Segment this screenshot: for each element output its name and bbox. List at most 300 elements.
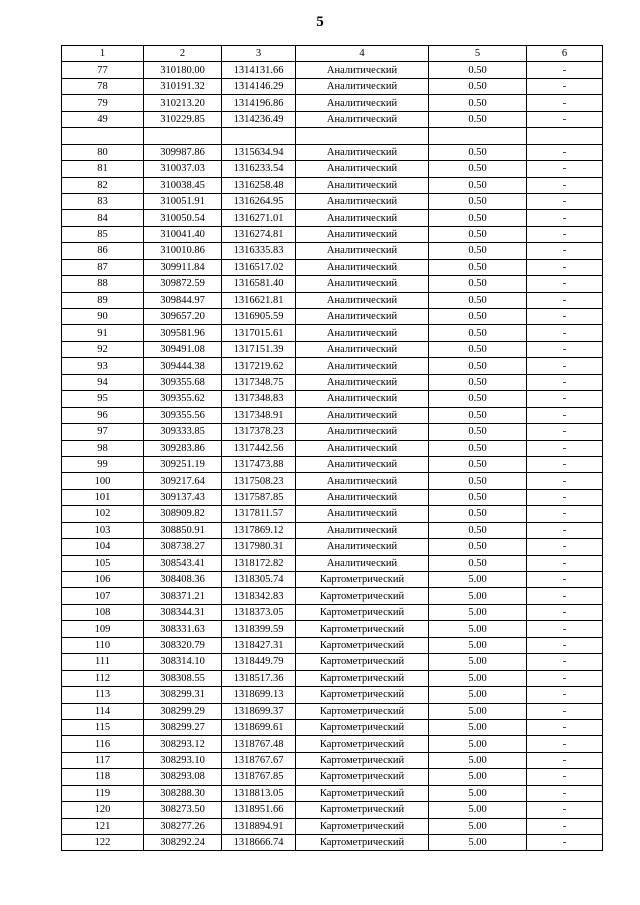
table-cell: Картометрический xyxy=(296,604,429,620)
table-cell: 103 xyxy=(62,522,144,538)
table-cell: 308293.10 xyxy=(144,752,222,768)
table-cell: 0.50 xyxy=(429,358,527,374)
table-cell: 1314131.66 xyxy=(222,62,296,78)
table-cell: 108 xyxy=(62,604,144,620)
table-cell: 308344.31 xyxy=(144,604,222,620)
table-cell: - xyxy=(527,802,603,818)
table-cell: Картометрический xyxy=(296,752,429,768)
header-cell: 5 xyxy=(429,46,527,62)
table-cell: 1316517.02 xyxy=(222,259,296,275)
header-cell: 2 xyxy=(144,46,222,62)
table-cell: 77 xyxy=(62,62,144,78)
table-cell: 94 xyxy=(62,374,144,390)
table-row xyxy=(62,391,603,407)
table-cell: 0.50 xyxy=(429,539,527,555)
table-cell: 0.50 xyxy=(429,95,527,111)
table-row xyxy=(62,374,603,390)
header-cell: 6 xyxy=(527,46,603,62)
table-cell: 310041.40 xyxy=(144,226,222,242)
table-cell: - xyxy=(527,161,603,177)
table-cell: - xyxy=(527,539,603,555)
table-cell: Аналитический xyxy=(296,391,429,407)
table-cell: 309444.38 xyxy=(144,358,222,374)
table-cell: Картометрический xyxy=(296,818,429,834)
table-cell: 1317348.83 xyxy=(222,391,296,407)
table-row xyxy=(62,161,603,177)
table-cell: Аналитический xyxy=(296,489,429,505)
table-cell: 5.00 xyxy=(429,670,527,686)
table-cell: - xyxy=(527,276,603,292)
header-cell: 4 xyxy=(296,46,429,62)
table-cell: Картометрический xyxy=(296,719,429,735)
table-row xyxy=(62,752,603,768)
table-cell: - xyxy=(527,588,603,604)
table-cell: 84 xyxy=(62,210,144,226)
table-cell: Аналитический xyxy=(296,374,429,390)
table-cell: - xyxy=(527,440,603,456)
table-cell: 1317151.39 xyxy=(222,341,296,357)
table-cell: 120 xyxy=(62,802,144,818)
table-cell: 308292.24 xyxy=(144,835,222,851)
table-cell: 1318699.37 xyxy=(222,703,296,719)
table-cell: 78 xyxy=(62,78,144,94)
table-cell: 1318399.59 xyxy=(222,621,296,637)
table-cell: 83 xyxy=(62,193,144,209)
table-cell: 0.50 xyxy=(429,309,527,325)
table-cell: 0.50 xyxy=(429,407,527,423)
table-row xyxy=(62,687,603,703)
table-cell: - xyxy=(527,637,603,653)
table-cell: 5.00 xyxy=(429,703,527,719)
table-row xyxy=(62,341,603,357)
table-row xyxy=(62,835,603,851)
table-cell: 1317587.85 xyxy=(222,489,296,505)
table-cell: 90 xyxy=(62,309,144,325)
table-cell: 309491.08 xyxy=(144,341,222,357)
table-cell: 308408.36 xyxy=(144,572,222,588)
table-cell: 308331.63 xyxy=(144,621,222,637)
table-cell: 121 xyxy=(62,818,144,834)
table-cell: 101 xyxy=(62,489,144,505)
table-cell: 309333.85 xyxy=(144,424,222,440)
table-cell: 0.50 xyxy=(429,456,527,472)
table-cell xyxy=(429,128,527,144)
table-cell: 308299.27 xyxy=(144,719,222,735)
table-cell: 308850.91 xyxy=(144,522,222,538)
table-cell: 1318305.74 xyxy=(222,572,296,588)
table-cell: 1316264.95 xyxy=(222,193,296,209)
table-row xyxy=(62,473,603,489)
table-cell: Аналитический xyxy=(296,111,429,127)
table-cell: 80 xyxy=(62,144,144,160)
table-cell: 0.50 xyxy=(429,259,527,275)
table-cell: 1316581.40 xyxy=(222,276,296,292)
table-row xyxy=(62,276,603,292)
table-cell: Аналитический xyxy=(296,325,429,341)
table-cell: 1318767.85 xyxy=(222,769,296,785)
table-row xyxy=(62,243,603,259)
table-cell: - xyxy=(527,374,603,390)
table-cell: 0.50 xyxy=(429,177,527,193)
table-cell: - xyxy=(527,555,603,571)
table-spacer-row xyxy=(62,128,603,144)
table-cell: 309581.96 xyxy=(144,325,222,341)
table-cell: 310229.85 xyxy=(144,111,222,127)
table-cell: 1317508.23 xyxy=(222,473,296,489)
table-cell: 308909.82 xyxy=(144,506,222,522)
table-cell: 5.00 xyxy=(429,802,527,818)
table-cell xyxy=(527,128,603,144)
table-cell: Аналитический xyxy=(296,177,429,193)
table-cell: 0.50 xyxy=(429,424,527,440)
table-cell: Картометрический xyxy=(296,654,429,670)
table-cell: 104 xyxy=(62,539,144,555)
table-cell: 1318427.31 xyxy=(222,637,296,653)
table-row xyxy=(62,637,603,653)
table-cell: Аналитический xyxy=(296,78,429,94)
table-cell: - xyxy=(527,604,603,620)
table-cell: 308299.31 xyxy=(144,687,222,703)
table-row xyxy=(62,78,603,94)
table-cell: Картометрический xyxy=(296,687,429,703)
table-cell: 310038.45 xyxy=(144,177,222,193)
table-cell: 309911.84 xyxy=(144,259,222,275)
table-cell: 1316258.48 xyxy=(222,177,296,193)
table-cell: - xyxy=(527,407,603,423)
table-cell: - xyxy=(527,111,603,127)
table-cell: 5.00 xyxy=(429,572,527,588)
table-cell: 310050.54 xyxy=(144,210,222,226)
table-cell: 0.50 xyxy=(429,193,527,209)
table-cell: 1318813.05 xyxy=(222,785,296,801)
table-cell: 0.50 xyxy=(429,374,527,390)
table-row xyxy=(62,226,603,242)
table-cell: 308543.41 xyxy=(144,555,222,571)
table-cell: 309137.43 xyxy=(144,489,222,505)
table-cell: 309355.68 xyxy=(144,374,222,390)
table-row xyxy=(62,424,603,440)
table-cell: 310191.32 xyxy=(144,78,222,94)
table-cell: 99 xyxy=(62,456,144,472)
table-cell: 105 xyxy=(62,555,144,571)
table-cell: 1316905.59 xyxy=(222,309,296,325)
table-cell: 82 xyxy=(62,177,144,193)
table-cell: Аналитический xyxy=(296,358,429,374)
table-cell: 1317348.91 xyxy=(222,407,296,423)
table-row xyxy=(62,506,603,522)
table-cell: Аналитический xyxy=(296,424,429,440)
table-cell: 310037.03 xyxy=(144,161,222,177)
table-cell: 109 xyxy=(62,621,144,637)
table-cell: 5.00 xyxy=(429,637,527,653)
table-cell: - xyxy=(527,391,603,407)
table-row xyxy=(62,259,603,275)
table-cell: - xyxy=(527,259,603,275)
table-cell: - xyxy=(527,719,603,735)
table-cell: 1318517.36 xyxy=(222,670,296,686)
table-row xyxy=(62,818,603,834)
table-cell: 1318373.05 xyxy=(222,604,296,620)
table-row xyxy=(62,292,603,308)
table-cell xyxy=(296,128,429,144)
table-cell: 81 xyxy=(62,161,144,177)
table-cell: 1318172.82 xyxy=(222,555,296,571)
table-row xyxy=(62,210,603,226)
table-cell: Картометрический xyxy=(296,802,429,818)
table-cell: 1314236.49 xyxy=(222,111,296,127)
table-cell: 308299.29 xyxy=(144,703,222,719)
table-row xyxy=(62,407,603,423)
table-cell: 308288.30 xyxy=(144,785,222,801)
table-row xyxy=(62,440,603,456)
table-cell: 1318894.91 xyxy=(222,818,296,834)
table-cell: 116 xyxy=(62,736,144,752)
table-row xyxy=(62,456,603,472)
table-cell: 1318699.61 xyxy=(222,719,296,735)
table-cell: Аналитический xyxy=(296,456,429,472)
table-cell: 122 xyxy=(62,835,144,851)
table-cell: 118 xyxy=(62,769,144,785)
table-cell: Аналитический xyxy=(296,193,429,209)
table-row xyxy=(62,62,603,78)
table-cell: 1317811.57 xyxy=(222,506,296,522)
table-cell: Аналитический xyxy=(296,292,429,308)
table-cell: - xyxy=(527,769,603,785)
table-header-row xyxy=(62,46,603,62)
table-row xyxy=(62,719,603,735)
table-cell: - xyxy=(527,654,603,670)
table-cell: 0.50 xyxy=(429,341,527,357)
table-cell: 5.00 xyxy=(429,752,527,768)
table-cell: 0.50 xyxy=(429,522,527,538)
table-cell: 1314146.29 xyxy=(222,78,296,94)
table-cell: 86 xyxy=(62,243,144,259)
table-cell: 1317015.61 xyxy=(222,325,296,341)
table-cell: 110 xyxy=(62,637,144,653)
table-row xyxy=(62,802,603,818)
table-cell: 1316274.81 xyxy=(222,226,296,242)
table-cell: 0.50 xyxy=(429,506,527,522)
table-cell: 95 xyxy=(62,391,144,407)
table-cell: 308277.26 xyxy=(144,818,222,834)
table-cell: - xyxy=(527,670,603,686)
table-cell: 1318767.48 xyxy=(222,736,296,752)
table-cell: 85 xyxy=(62,226,144,242)
table-row xyxy=(62,703,603,719)
table-cell: Аналитический xyxy=(296,473,429,489)
table-cell: 100 xyxy=(62,473,144,489)
table-cell: 0.50 xyxy=(429,391,527,407)
table-cell: 0.50 xyxy=(429,62,527,78)
table-row xyxy=(62,785,603,801)
table-cell: 102 xyxy=(62,506,144,522)
table-cell: - xyxy=(527,703,603,719)
table-cell: Картометрический xyxy=(296,703,429,719)
table-cell: 309283.86 xyxy=(144,440,222,456)
table-cell xyxy=(222,128,296,144)
table-row xyxy=(62,489,603,505)
table-cell: Аналитический xyxy=(296,341,429,357)
table-cell: Картометрический xyxy=(296,736,429,752)
table-cell: 308273.50 xyxy=(144,802,222,818)
table-cell: 1317442.56 xyxy=(222,440,296,456)
table-cell: 0.50 xyxy=(429,78,527,94)
table-cell: Картометрический xyxy=(296,588,429,604)
table-cell: 309872.59 xyxy=(144,276,222,292)
table-cell: 96 xyxy=(62,407,144,423)
header-cell: 1 xyxy=(62,46,144,62)
table-cell: Аналитический xyxy=(296,276,429,292)
table-cell: 0.50 xyxy=(429,111,527,127)
table-cell: - xyxy=(527,752,603,768)
table-cell: 1318666.74 xyxy=(222,835,296,851)
table-row xyxy=(62,588,603,604)
table-cell: - xyxy=(527,243,603,259)
table-cell: - xyxy=(527,835,603,851)
table-cell: 1316621.81 xyxy=(222,292,296,308)
table-cell: 1317473.88 xyxy=(222,456,296,472)
table-cell: 0.50 xyxy=(429,144,527,160)
table-cell: 0.50 xyxy=(429,489,527,505)
table-cell: 0.50 xyxy=(429,325,527,341)
table-cell: - xyxy=(527,572,603,588)
table-cell: 117 xyxy=(62,752,144,768)
table-cell: 88 xyxy=(62,276,144,292)
table-cell: 1316335.83 xyxy=(222,243,296,259)
table-cell: 0.50 xyxy=(429,243,527,259)
table-cell: - xyxy=(527,341,603,357)
table-cell: 309217.64 xyxy=(144,473,222,489)
table-cell: 0.50 xyxy=(429,161,527,177)
table-cell: 308314.10 xyxy=(144,654,222,670)
table-row xyxy=(62,572,603,588)
table-cell: - xyxy=(527,62,603,78)
table-row xyxy=(62,358,603,374)
table-cell: 1314196.86 xyxy=(222,95,296,111)
table-cell xyxy=(62,128,144,144)
table-cell: 5.00 xyxy=(429,621,527,637)
table-cell: 1318342.83 xyxy=(222,588,296,604)
table-cell: 113 xyxy=(62,687,144,703)
table-cell: - xyxy=(527,309,603,325)
table-cell: 5.00 xyxy=(429,719,527,735)
table-row xyxy=(62,95,603,111)
table-cell: 0.50 xyxy=(429,210,527,226)
table-cell: Картометрический xyxy=(296,769,429,785)
table-cell: 1316233.54 xyxy=(222,161,296,177)
table-cell: 1317378.23 xyxy=(222,424,296,440)
table-row xyxy=(62,111,603,127)
table-cell: - xyxy=(527,818,603,834)
table-cell: Аналитический xyxy=(296,144,429,160)
table-cell: 49 xyxy=(62,111,144,127)
table-cell: 112 xyxy=(62,670,144,686)
table-cell: - xyxy=(527,456,603,472)
table-cell: 310213.20 xyxy=(144,95,222,111)
table-cell: Аналитический xyxy=(296,243,429,259)
table-cell: Аналитический xyxy=(296,95,429,111)
table-row xyxy=(62,604,603,620)
header-cell: 3 xyxy=(222,46,296,62)
table-cell: 0.50 xyxy=(429,226,527,242)
table-row xyxy=(62,769,603,785)
table-cell: 1318767.67 xyxy=(222,752,296,768)
table-row xyxy=(62,736,603,752)
table-cell: 308738.27 xyxy=(144,539,222,555)
table-cell: Картометрический xyxy=(296,785,429,801)
table-cell: 93 xyxy=(62,358,144,374)
table-cell: 98 xyxy=(62,440,144,456)
table-cell: 308308.55 xyxy=(144,670,222,686)
coordinates-table xyxy=(61,45,603,851)
table-cell: 119 xyxy=(62,785,144,801)
table-cell: - xyxy=(527,193,603,209)
table-cell: 1318449.79 xyxy=(222,654,296,670)
table-cell: Аналитический xyxy=(296,539,429,555)
table-cell: 308293.12 xyxy=(144,736,222,752)
table-cell: - xyxy=(527,325,603,341)
table-cell: Картометрический xyxy=(296,572,429,588)
table-row xyxy=(62,539,603,555)
table-cell: Картометрический xyxy=(296,835,429,851)
table-cell: - xyxy=(527,424,603,440)
table-cell: 0.50 xyxy=(429,292,527,308)
table-row xyxy=(62,522,603,538)
table-cell: - xyxy=(527,226,603,242)
table-cell: Аналитический xyxy=(296,407,429,423)
page-number: 5 xyxy=(316,14,324,30)
table-cell: 87 xyxy=(62,259,144,275)
table-cell: 1317348.75 xyxy=(222,374,296,390)
table-cell: Аналитический xyxy=(296,555,429,571)
table-cell: - xyxy=(527,78,603,94)
table-cell: - xyxy=(527,95,603,111)
table-cell: - xyxy=(527,473,603,489)
table-cell: 92 xyxy=(62,341,144,357)
table-cell: 309844.97 xyxy=(144,292,222,308)
table-row xyxy=(62,177,603,193)
table-row xyxy=(62,654,603,670)
table-cell: - xyxy=(527,522,603,538)
table-cell: 5.00 xyxy=(429,604,527,620)
table-cell: Аналитический xyxy=(296,440,429,456)
table-cell: 5.00 xyxy=(429,588,527,604)
table-cell: Картометрический xyxy=(296,670,429,686)
table-cell: 114 xyxy=(62,703,144,719)
table-cell: Аналитический xyxy=(296,210,429,226)
table-cell: 0.50 xyxy=(429,440,527,456)
table-row xyxy=(62,670,603,686)
table-cell: - xyxy=(527,358,603,374)
table-cell: 0.50 xyxy=(429,555,527,571)
table-cell: - xyxy=(527,736,603,752)
table-cell: - xyxy=(527,785,603,801)
table-row xyxy=(62,325,603,341)
table-cell: 1318951.66 xyxy=(222,802,296,818)
table-cell: 1317980.31 xyxy=(222,539,296,555)
table-cell: 309657.20 xyxy=(144,309,222,325)
table-cell: - xyxy=(527,687,603,703)
table-cell: 5.00 xyxy=(429,835,527,851)
table-cell: 1318699.13 xyxy=(222,687,296,703)
table-cell: Аналитический xyxy=(296,259,429,275)
table-cell: 308293.08 xyxy=(144,769,222,785)
table-cell: - xyxy=(527,489,603,505)
table-cell: 310010.86 xyxy=(144,243,222,259)
table-cell: 5.00 xyxy=(429,769,527,785)
table-cell: 89 xyxy=(62,292,144,308)
table-cell xyxy=(144,128,222,144)
